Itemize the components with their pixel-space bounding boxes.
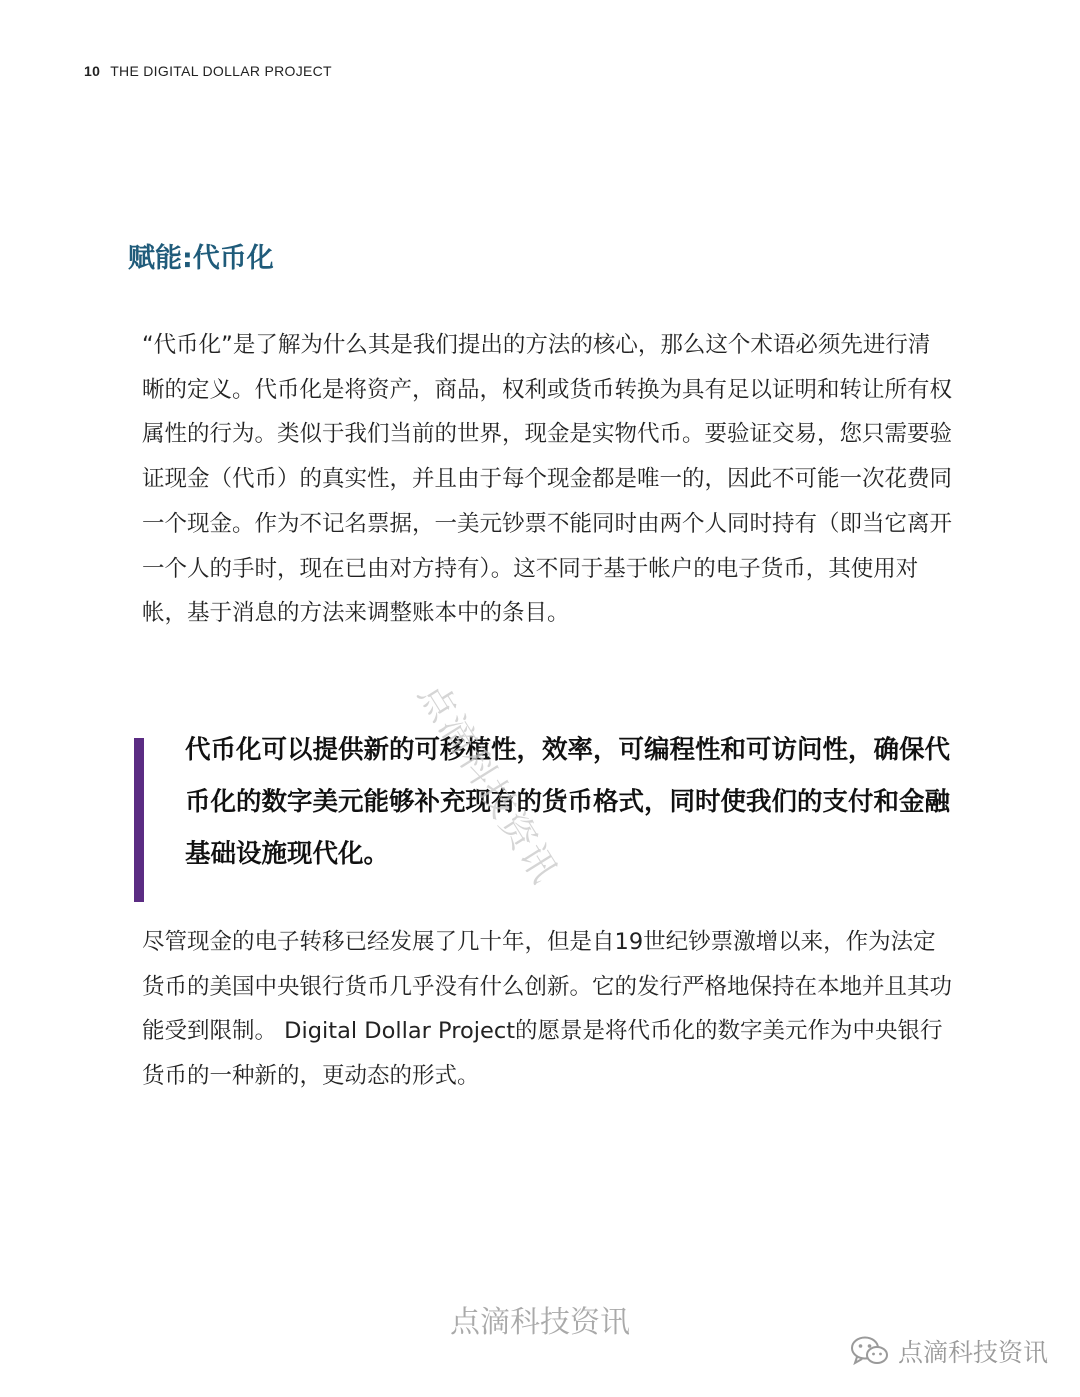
diagonal-watermark: 点滴科技资讯 xyxy=(410,676,566,892)
wechat-badge xyxy=(850,1333,1048,1369)
body-paragraph-1: “代币化”是了解为什么其是我们提出的方法的核心，那么这个术语必须先进行清晰的定义。代币化是将资产，商品，权利或货币转换为具有足以证明和转让所有权属性的行为。类似于我们当前的世界，现金是实物代币。要验证交易，您只需要验证现金（代币）的真实性，并且由于每个现金都是唯一的，因此不可能一次花费同一个现金。作为不记名票据，一美元钞票不能同时由两个人同时持有（即当它离开一个人的手时，现在已由对方持有）。这不同于基于帐户的电子货币，其使用对帐，基于消息的方法来调整账本中的条目。 xyxy=(142,332,953,627)
header-title: THE DIGITAL DOLLAR PROJECT xyxy=(110,63,332,79)
wechat-icon xyxy=(850,1335,890,1367)
body-paragraph-2: 尽管现金的电子转移已经发展了几十年，但是自19世纪钞票激增以来，作为法定货币的美国中央银行货币几乎没有什么创新。它的发行严格地保持在本地并且其功能受到限制。 Digital Dollar Project的愿景是将代币化的数字美元作为中央银行货币的一种新的，更动态的形式。 xyxy=(142,929,953,1090)
section-title: 赋能:代币化 xyxy=(128,243,274,274)
footer-watermark: 点滴科技资讯 xyxy=(450,1305,630,1340)
page-number: 10 xyxy=(84,63,101,79)
running-header xyxy=(84,63,332,79)
pull-quote: 代币化可以提供新的可移植性，效率，可编程性和可访问性，确保代币化的数字美元能够补充现有的货币格式，同时使我们的支付和金融基础设施现代化。 xyxy=(185,735,951,869)
pull-quote-bar xyxy=(134,738,144,902)
wechat-label: 点滴科技资讯 xyxy=(897,1338,1048,1367)
